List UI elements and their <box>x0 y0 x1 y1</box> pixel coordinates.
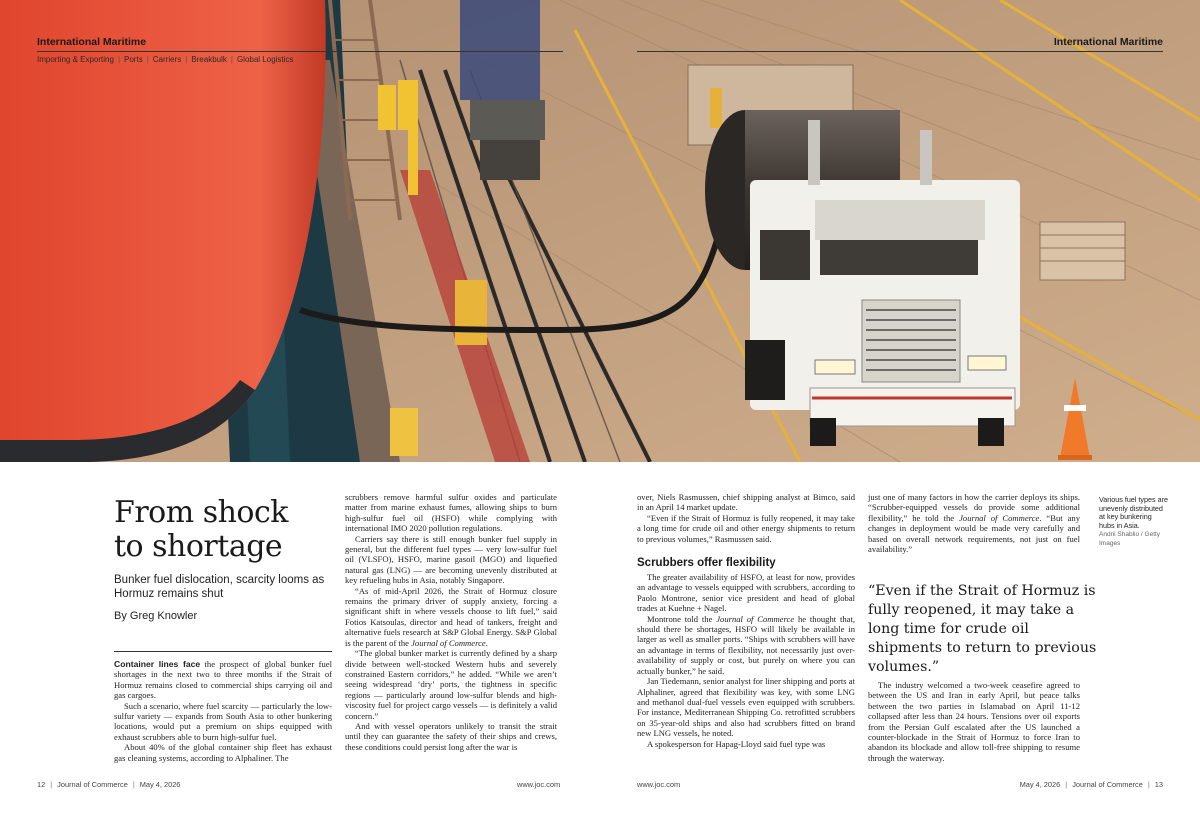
nav-item-ports[interactable]: Ports <box>124 55 143 64</box>
nav-item-breakbulk[interactable]: Breakbulk <box>191 55 227 64</box>
paragraph: “The global bunker market is currently defined by a sharp divide between well-stocked Western hubs and severely constrained Eastern corridors,” he added. “While we aren’t seeing widespread ‘dry’ ports, the tightness in specific regions — particularly around low-sulfur blends and high-viscosity fuel for project cargo vessels — is definitely a valid concern.” <box>345 648 557 721</box>
paragraph: over, Niels Rasmussen, chief shipping analyst at Bimco, said in an April 14 market update. <box>637 492 855 513</box>
section-title-left: International Maritime <box>37 36 563 52</box>
issue-date: May 4, 2026 <box>139 780 181 789</box>
paragraph: And with vessel operators unlikely to transit the strait until they can guarantee the safety of their ships and crews, these conditions could persist long after the war is <box>345 720 557 752</box>
section-subhead: Scrubbers offer flexibility <box>637 557 776 569</box>
paragraph: “Even if the Strait of Hormuz is fully reopened, it may take a long time for crude oil and other energy shipments to return to previous volumes,” Rasmussen said. <box>637 512 855 544</box>
caption-text: Various fuel types are unevenly distributed at key bunkering hubs in Asia. <box>1099 495 1168 530</box>
paragraph: A spokesperson for Hapag-Lloyd said fuel type was <box>647 738 826 749</box>
article-column-2 <box>345 492 557 752</box>
nav-separator: | <box>185 55 188 64</box>
article-column-3 <box>637 492 855 749</box>
article-column-1 <box>114 659 332 763</box>
publication-name: Journal of Commerce <box>1072 780 1143 789</box>
section-title-right: International Maritime <box>637 36 1163 52</box>
lead-in: Container lines face <box>114 659 201 669</box>
paragraph: Carriers say there is still enough bunker fuel supply in general, but the different fuel types — very low-sulfur fuel oil (VLSFO), HSFO, marine gasoil (MGO) and liquefied natural gas (LNG) — are becoming unevenly distributed at key refueling hubs in Asia, notably Singapore. <box>345 533 557 586</box>
article-dek: Bunker fuel dislocation, scarcity looms as Hormuz remains shut <box>114 574 325 600</box>
footer-right: May 4, 2026 | Journal of Commerce | 13 <box>1019 780 1163 789</box>
paragraph: just one of many factors in how the carrier deploys its ships. “Scrubber-equipped vessels do provide some additional flexibility,” he told the Journal of Commerce. “But any changes in deployment would be made very carefully and based on overall network requirements, not just on fuel availability.” <box>868 492 1080 555</box>
article-column-4-continued <box>868 680 1080 763</box>
photo-credit: Andrii Shablio / Getty Images <box>1099 531 1161 547</box>
page-number: 13 <box>1154 780 1163 789</box>
footer-left: 12 | Journal of Commerce | May 4, 2026 <box>37 780 181 789</box>
headline-line-2: to shortage <box>114 529 283 564</box>
paragraph: Container lines face the prospect of global bunker fuel shortages in the next two to three months if the Strait of Hormuz remains closed to commercial ships carrying oil and gas cargoes. <box>114 659 332 701</box>
byline-divider <box>114 651 332 652</box>
nav-separator: | <box>146 55 149 64</box>
article-column-4 <box>868 492 1080 554</box>
nav-separator: | <box>230 55 233 64</box>
paragraph: Jan Tiedemann, senior analyst for liner shipping and ports at Alphaliner, agreed that flexibility was key, with some LNG and methanol dual-fuel vessels even equipped with scrubbers. For instance, Mediterranean Shipping Co. retrofitted scrubbers on 35-year-old ships and also had scrubbers fitted on brand new LNG vessels, he noted. <box>637 676 855 739</box>
footer-url-left[interactable]: www.joc.com <box>517 780 561 789</box>
paragraph: Such a scenario, where fuel scarcity — particularly the low-sulfur variety — expands from South Asia to other bunkering locations, would put a premium on ships equipped with exhaust scrubbers able to burn high-sulfur fuel. <box>114 700 332 742</box>
paragraph: “As of mid-April 2026, the Strait of Hormuz closure remains the primary driver of supply anxiety, forcing a significant shift in where vessels choose to lift fuel,” said Fotios Katsoulas, director and head of tankers, freight and alternative fuels research at S&P Global Energy. S&P Global is the parent of the Journal of Commerce. <box>345 585 557 648</box>
section-nav <box>37 55 293 64</box>
page-number: 12 <box>37 780 46 789</box>
nav-item-importing-exporting[interactable]: Importing & Exporting <box>37 55 114 64</box>
byline: By Greg Knowler <box>114 610 198 622</box>
nav-item-carriers[interactable]: Carriers <box>152 55 182 64</box>
headline-line-1: From shock <box>114 495 288 530</box>
pull-quote: “Even if the Strait of Hormuz is fully reopened, it may take a long time for crude oil shipments to return to previous volumes.” <box>868 583 1097 675</box>
paragraph: The greater availability of HSFO, at least for now, provides an advantage to vessels equipped with scrubbers, according to Paolo Montrone, senior vice president and head of global trades at Kuehne + Nagel. <box>637 572 855 614</box>
paragraph: The industry welcomed a two-week ceasefire agreed to between the US and Iran in early April, but peace talks between the two parties in Islamabad on April 11-12 collapsed after less than 24 hours. Tensions over oil exports from the Persian Gulf escalated after the US launched a counter-blockade in the Strait of Hormuz to force Iran to abandon its blockade and allow toll-free shipping to resume through the waterway. <box>868 680 1080 763</box>
footer-url-right[interactable]: www.joc.com <box>637 780 681 789</box>
issue-date: May 4, 2026 <box>1019 780 1061 789</box>
paragraph: scrubbers remove harmful sulfur oxides and particulate matter from marine exhaust fumes, allowing ships to burn high-sulfur fuel oil (HSFO) while complying with international IMO 2020 pollution regulations. <box>345 492 557 534</box>
nav-item-global-logistics[interactable]: Global Logistics <box>236 55 294 64</box>
photo-caption <box>1099 496 1169 549</box>
paragraph: About 40% of the global container ship fleet has exhaust gas cleaning systems, according to Alphaliner. The <box>114 742 332 763</box>
nav-separator: | <box>117 55 121 64</box>
paragraph: Montrone told the Journal of Commerce he thought that, should there be shortages, HSFO will likely be available in larger as well as smaller ports. “Ships with scrubbers will have an advantage in terms of flexibility, not necessarily just over-availability of supply or cost, but purely on where you can actually bunker,” he said. <box>637 613 855 676</box>
article-headline <box>114 496 344 564</box>
publication-name: Journal of Commerce <box>57 780 128 789</box>
